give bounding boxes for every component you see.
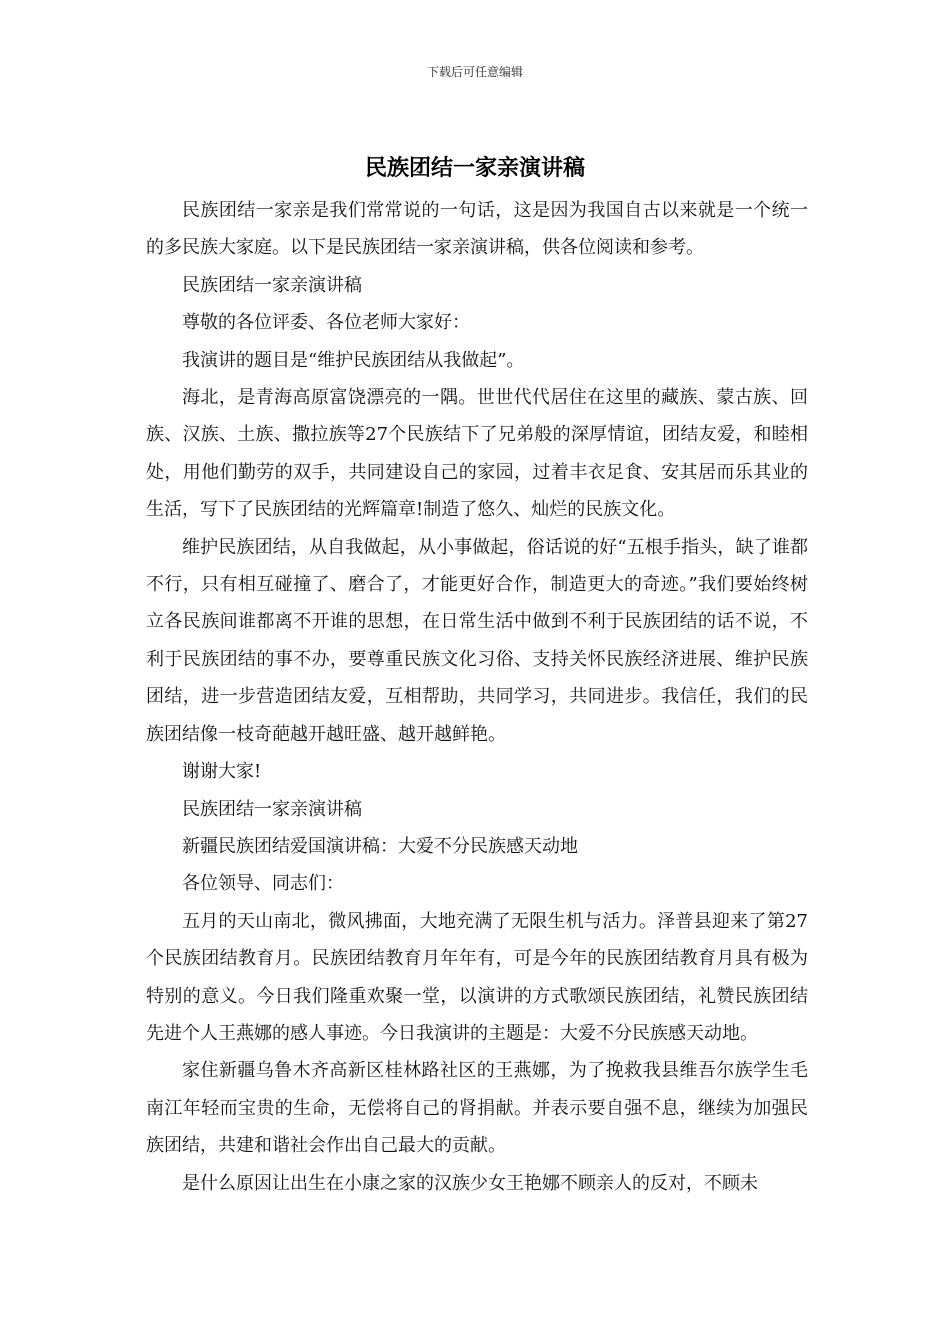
document-title: 民族团结一家亲演讲稿	[364, 155, 585, 181]
document-body	[146, 192, 808, 1202]
paragraph: 维护民族团结，从自我做起，从小事做起，俗话说的好“五根手指头，缺了谁都不行，只有相互碰撞了、磨合了，才能更好合作，制造更大的奇迹。”我们要始终树立各民族间谁都离不开谁的思想，在日常生活中做到不利于民族团结的话不说，不利于民族团结的事不办，要尊重民族文化习俗、支持关怀民族经济进展、维护民族团结，进一步营造团结友爱，互相帮助，共同学习，共同进步。我信任，我们的民族团结像一枝奇葩越开越旺盛、越开越鲜艳。	[146, 536, 808, 745]
paragraph: 民族团结一家亲演讲稿	[182, 798, 362, 820]
paragraph: 尊敬的各位评委、各位老师大家好：	[182, 312, 470, 334]
paragraph: 谢谢大家!	[182, 761, 262, 783]
paragraph: 家住新疆乌鲁木齐高新区桂林路社区的王燕娜，为了挽救我县维吾尔族学生毛南江年轻而宝贵的生命，无偿将自己的肾捐献。并表示要自强不息，继续为加强民族团结，共建和谐社会作出自己最大的贡献。	[146, 1060, 808, 1157]
paragraph: 五月的天山南北，微风拂面，大地充满了无限生机与活力。泽普县迎来了第27个民族团结教育月。民族团结教育月年年有，可是今年的民族团结教育月具有极为特别的意义。今日我们隆重欢聚一堂，以演讲的方式歌颂民族团结，礼赞民族团结先进个人王燕娜的感人事迹。今日我演讲的主题是：大爱不分民族感天动地。	[146, 910, 808, 1044]
paragraph: 民族团结一家亲是我们常常说的一句话，这是因为我国自古以来就是一个统一的多民族大家庭。以下是民族团结一家亲演讲稿，供各位阅读和参考。	[146, 200, 808, 259]
paragraph: 各位领导、同志们：	[182, 873, 344, 895]
paragraph: 新疆民族团结爱国演讲稿：大爱不分民族感天动地	[182, 835, 578, 857]
header-note: 下载后可任意编辑	[426, 65, 523, 79]
paragraph: 海北，是青海高原富饶漂亮的一隅。世世代代居住在这里的藏族、蒙古族、回族、汉族、土族、撒拉族等27个民族结下了兄弟般的深厚情谊，团结友爱，和睦相处，用他们勤劳的双手，共同建设自己的家园，过着丰衣足食、安其居而乐其业的生活，写下了民族团结的光辉篇章!制造了悠久、灿烂的民族文化。	[146, 387, 808, 521]
paragraph: 民族团结一家亲演讲稿	[182, 274, 362, 296]
paragraph: 是什么原因让出生在小康之家的汉族少女王艳娜不顾亲人的反对，不顾未	[182, 1172, 758, 1194]
paragraph: 我演讲的题目是“维护民族团结从我做起”。	[182, 349, 525, 371]
